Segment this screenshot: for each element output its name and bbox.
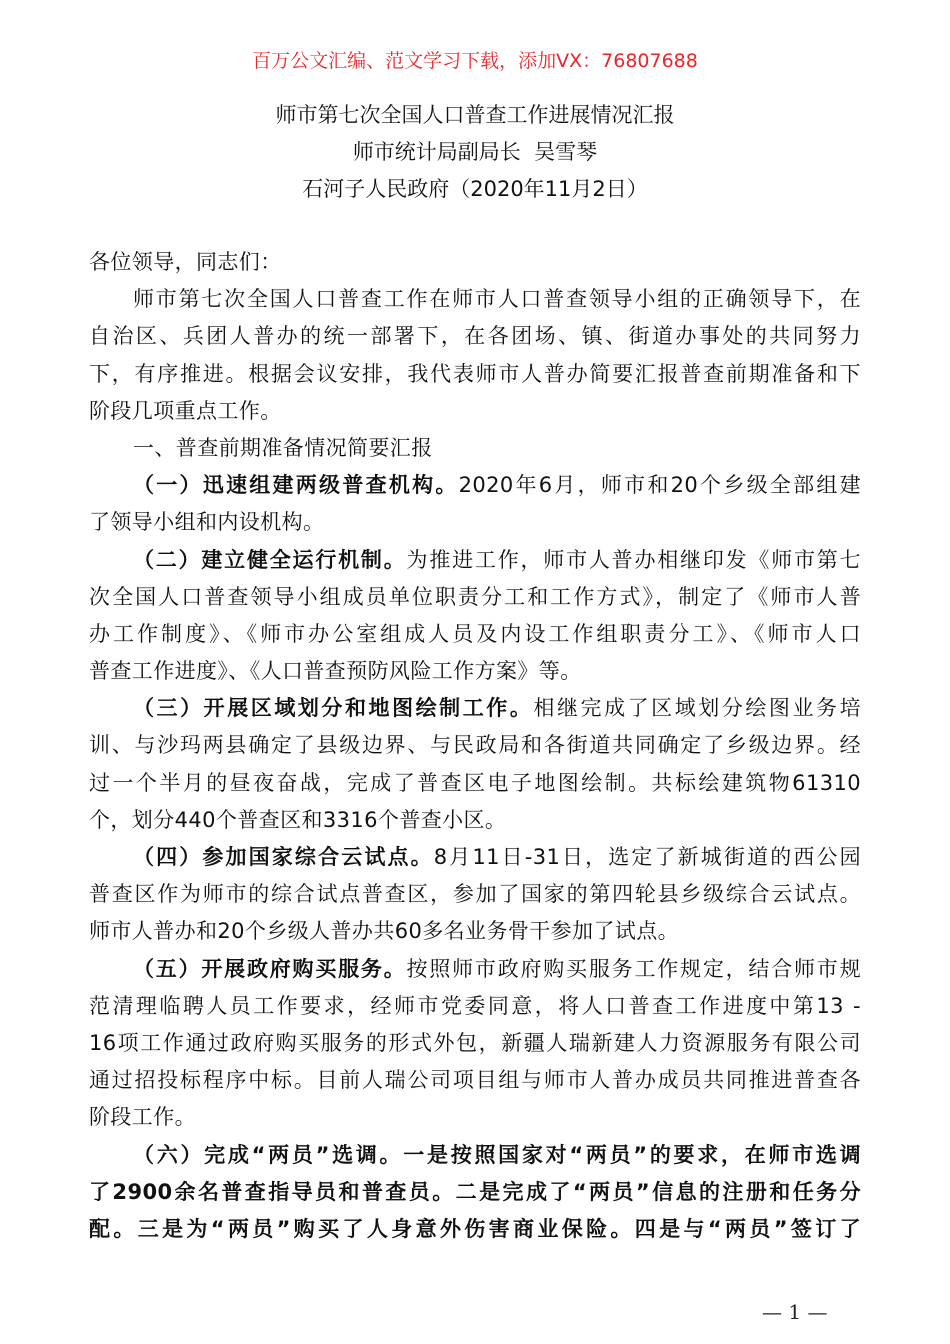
- paragraph-line: [89, 839, 861, 876]
- paragraph-line: 过一个半月的昼夜奋战，完成了普查区电子地图绘制。共标绘建筑物61310: [89, 770, 861, 795]
- paragraph-line: 通过招投标程序中标。目前人瑞公司项目组与师市人普办成员共同推进普查各: [89, 1068, 861, 1093]
- item-heading: （五）开展政府购买服务。: [133, 956, 407, 981]
- document-title-block: [0, 97, 950, 208]
- document-org-date: 石河子人民政府（2020年11月2日）: [302, 177, 648, 201]
- paragraph-line: 了领导小组和内设机构。: [89, 510, 325, 535]
- section-heading: 一、普查前期准备情况简要汇报: [133, 435, 433, 460]
- item-paragraph-1: [89, 467, 861, 541]
- document-author: 师市统计局副局长 吴雪琴: [352, 140, 598, 164]
- paragraph-line: 普查工作进度》、《人口普查预防风险工作方案》等。: [89, 659, 582, 684]
- item-paragraph-2: [89, 542, 861, 691]
- item-heading: （三）开展区域划分和地图绘制工作。: [133, 696, 534, 721]
- paragraph-line: 配。三是为“两员”购买了人身意外伤害商业保险。四是与“两员”签订了: [89, 1216, 861, 1241]
- item-text: 一是按照国家对“两员”的要求，在师市选调: [403, 1142, 862, 1167]
- paragraph-line: 普查区作为师市的综合试点普查区，参加了国家的第四轮县乡级综合云试点。: [89, 882, 861, 907]
- paragraph-line: [89, 951, 861, 988]
- item-paragraph-3: [89, 690, 861, 839]
- paragraph-line: [89, 1137, 861, 1174]
- item-text: 相继完成了区域划分绘图业务培: [533, 696, 861, 721]
- item-text: 2020年6月，师市和20个乡级全部组建: [458, 473, 861, 498]
- document-title: 师市第七次全国人口普查工作进展情况汇报: [275, 103, 675, 127]
- item-paragraph-4: [89, 839, 861, 951]
- paragraph-line: 阶段几项重点工作。: [89, 398, 282, 423]
- intro-paragraph: [89, 281, 861, 430]
- salutation: 各位领导，同志们：: [89, 250, 282, 274]
- item-text: 为推进工作，师市人普办相继印发《师市第七: [406, 547, 861, 572]
- watermark-banner: 百万公文汇编、范文学习下载，添加VX：76807688: [252, 50, 698, 72]
- paragraph-line: 次全国人口普查领导小组成员单位职责分工和工作方式》，制定了《师市人普: [89, 584, 861, 609]
- item-text: 按照师市政府购买服务工作规定，结合师市规: [406, 956, 861, 981]
- paragraph-line: 个，划分440个普查区和3316个普查小区。: [89, 807, 507, 832]
- item-heading: （四）参加国家综合云试点。: [133, 845, 434, 869]
- paragraph-line: [89, 467, 861, 504]
- paragraph-line: 了2900余名普查指导员和普查员。二是完成了“两员”信息的注册和任务分: [89, 1179, 861, 1204]
- item-paragraph-5: [89, 951, 861, 1137]
- paragraph-line: 16项工作通过政府购买服务的形式外包，新疆人瑞新建人力资源服务有限公司: [89, 1030, 861, 1055]
- paragraph-line: 自治区、兵团人普办的统一部署下，在各团场、镇、街道办事处的共同努力: [89, 324, 861, 349]
- paragraph-line: [89, 542, 861, 579]
- paragraph-line: 范清理临聘人员工作要求，经师市党委同意，将人口普查工作进度中第13 -: [89, 993, 861, 1018]
- paragraph-line: 办工作制度》、《师市办公室组成人员及内设工作组职责分工》、《师市人口: [89, 621, 861, 646]
- paragraph-line: 师市人普办和20个乡级人普办共60多名业务骨干参加了试点。: [89, 919, 680, 944]
- paragraph-line: 训、与沙玛两县确定了县级边界、与民政局和各街道共同确定了乡级边界。经: [89, 733, 861, 758]
- paragraph-line: [89, 690, 861, 727]
- item-paragraph-6: [89, 1137, 861, 1249]
- item-text: 8月11日-31日，选定了新城街道的西公园: [433, 845, 862, 869]
- document-body: [89, 244, 861, 1248]
- paragraph-line: 下，有序推进。根据会议安排，我代表师市人普办简要汇报普查前期准备和下: [89, 361, 861, 386]
- item-heading: （六）完成“两员”选调。: [133, 1142, 404, 1167]
- page-number: — 1 —: [762, 1300, 828, 1324]
- paragraph-line: 阶段工作。: [89, 1105, 196, 1130]
- item-heading: （二）建立健全运行机制。: [133, 547, 407, 572]
- paragraph-line: 师市第七次全国人口普查工作在师市人口普查领导小组的正确领导下，在: [133, 287, 861, 312]
- item-heading: （一）迅速组建两级普查机构。: [133, 473, 459, 498]
